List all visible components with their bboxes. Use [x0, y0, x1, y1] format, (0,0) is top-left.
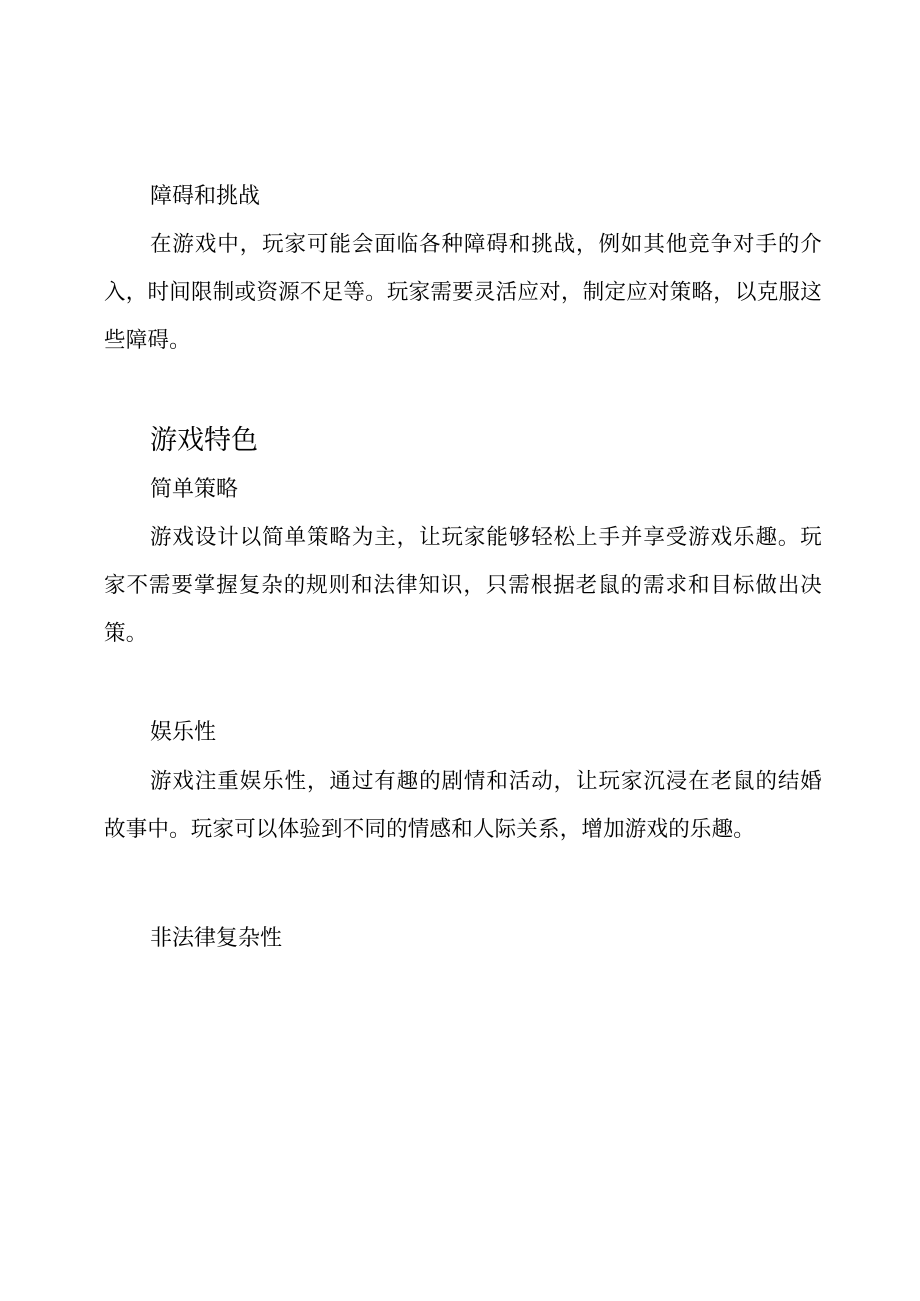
paragraph-obstacles: 在游戏中，玩家可能会面临各种障碍和挑战，例如其他竞争对手的介入，时间限制或资源不足等。玩家需要灵活应对，制定应对策略，以克服这些障碍。	[104, 232, 822, 353]
section-heading-entertainment: 娱乐性	[150, 720, 217, 745]
section-body-entertainment	[104, 758, 822, 854]
section-heading-non-legal: 非法律复杂性	[150, 926, 283, 951]
section-body-simple-strategy	[104, 514, 822, 658]
section-heading-obstacles: 障碍和挑战	[150, 184, 261, 209]
section-body-obstacles	[104, 221, 822, 365]
paragraph-entertainment: 游戏注重娱乐性，通过有趣的剧情和活动，让玩家沉浸在老鼠的结婚故事中。玩家可以体验到不同的情感和人际关系，增加游戏的乐趣。	[104, 769, 822, 842]
section-heading-simple-strategy: 简单策略	[150, 477, 239, 502]
paragraph-simple-strategy: 游戏设计以简单策略为主，让玩家能够轻松上手并享受游戏乐趣。玩家不需要掌握复杂的规则和法律知识，只需根据老鼠的需求和目标做出决策。	[104, 525, 822, 646]
section-heading-features: 游戏特色	[150, 425, 258, 456]
